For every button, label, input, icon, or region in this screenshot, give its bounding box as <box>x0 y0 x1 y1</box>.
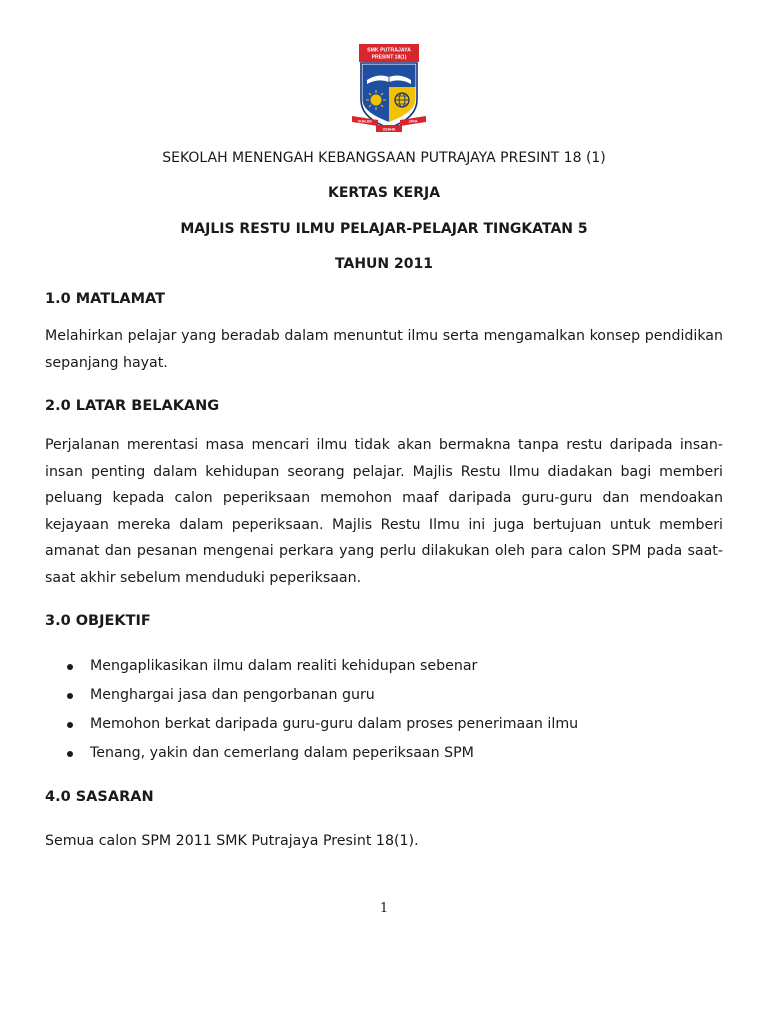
list-item <box>45 739 723 768</box>
document-year: TAHUN 2011 <box>335 256 433 272</box>
section-text-latar-belakang: Perjalanan merentasi masa mencari ilmu tidak akan bermakna tanpa restu daripada insan-insan penting dalam kehidupan seorang pelajar. Majlis Restu Ilmu diadakan bagi memberi peluang kepada calon peperiksaan memohon maaf daripada guru-guru dan mendoakan kejayaan mereka dalam peperiksaan. Majlis Restu Ilmu ini juga bertujuan untuk memberi amanat dan pesanan mengenai perkara yang perlu dilakukan oleh para calon SPM pada saat-saat akhir sebelum menduduki peperiksaan. <box>45 437 723 586</box>
list-item <box>45 710 723 739</box>
bullet-icon <box>67 693 73 699</box>
document-title: MAJLIS RESTU ILMU PELAJAR-PELAJAR TINGKATAN 5 <box>180 221 588 237</box>
page-number: 1 <box>379 901 389 916</box>
section-heading-objektif: 3.0 OBJEKTIF <box>45 613 151 629</box>
school-crest-logo <box>350 42 428 136</box>
objective-list <box>45 652 723 768</box>
section-text-matlamat: Melahirkan pelajar yang beradab dalam menuntut ilmu serta mengamalkan konsep pendidikan sepanjang hayat. <box>45 328 723 371</box>
objective-text: Tenang, yakin dan cemerlang dalam peperiksaan SPM <box>90 745 474 761</box>
section-heading-latar-belakang: 2.0 LATAR BELAKANG <box>45 398 220 414</box>
list-item <box>45 652 723 681</box>
list-item <box>45 681 723 710</box>
document-type: KERTAS KERJA <box>327 185 441 201</box>
crest-ribbon-bottom: USAHA <box>382 127 396 132</box>
objective-text: Mengaplikasikan ilmu dalam realiti kehidupan sebenar <box>90 658 478 674</box>
bullet-icon <box>67 751 73 757</box>
section-heading-matlamat: 1.0 MATLAMAT <box>45 291 166 307</box>
bullet-icon <box>67 664 73 670</box>
school-name: SEKOLAH MENENGAH KEBANGSAAN PUTRAJAYA PRESINT 18 (1) <box>162 150 606 166</box>
section-heading-sasaran: 4.0 SASARAN <box>45 789 154 805</box>
bullet-icon <box>67 722 73 728</box>
objective-text: Memohon berkat daripada guru-guru dalam proses penerimaan ilmu <box>90 716 579 732</box>
crest-banner-line2: PRESINT 18(1) <box>371 54 407 61</box>
crest-ribbon-right: JAYA <box>408 119 418 124</box>
crest-banner-line1: SMK PUTRAJAYA <box>367 47 411 54</box>
crest-ribbon-left: IKHLAS <box>358 119 372 124</box>
objective-text: Menghargai jasa dan pengorbanan guru <box>90 687 375 703</box>
section-text-sasaran: Semua calon SPM 2011 SMK Putrajaya Presint 18(1). <box>45 833 419 849</box>
